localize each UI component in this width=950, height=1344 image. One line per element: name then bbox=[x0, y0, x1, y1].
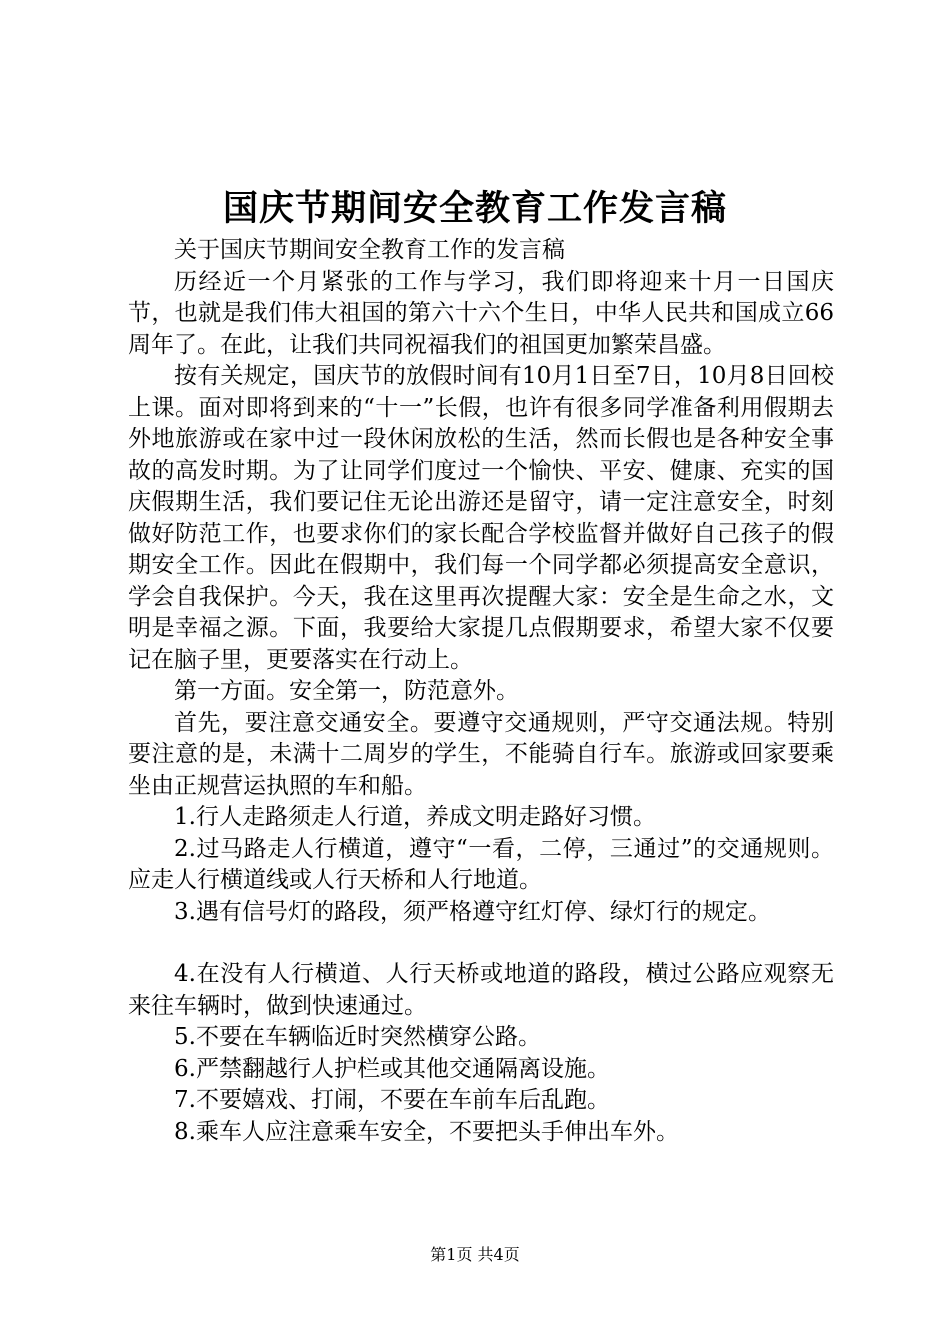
paragraph-intro: 历经近一个月紧张的工作与学习，我们即将迎来十月一日国庆节，也就是我们伟大祖国的第六十六个生日，中华人民共和国成立66周年了。在此，让我们共同祝福我们的祖国更加繁荣昌盛。 bbox=[128, 268, 834, 358]
paragraph-section-heading: 第一方面。安全第一，防范意外。 bbox=[174, 678, 519, 704]
list-item-7: 7.不要嬉戏、打闹，不要在车前车后乱跑。 bbox=[174, 1087, 610, 1113]
paragraph-traffic-safety: 首先，要注意交通安全。要遵守交通规则，严守交通法规。特别要注意的是，未满十二周岁的学生，不能骑自行车。旅游或回家要乘坐由正规营运执照的车和船。 bbox=[128, 709, 834, 799]
list-item-3: 3.遇有信号灯的路段，须严格遵守红灯停、绿灯行的规定。 bbox=[174, 898, 771, 925]
list-item-4: 4.在没有人行横道、人行天桥或地道的路段，横过公路应观察无来往车辆时，做到快速通过。 bbox=[128, 961, 834, 1019]
list-item-5: 5.不要在车辆临近时突然横穿公路。 bbox=[174, 1024, 541, 1050]
document-body bbox=[128, 235, 834, 1148]
list-item-6: 6.严禁翻越行人护栏或其他交通隔离设施。 bbox=[174, 1055, 610, 1082]
list-item-2: 2.过马路走人行横道，遵守“一看，二停，三通过”的交通规则。应走人行横道线或人行天桥和人行地道。 bbox=[128, 835, 834, 893]
page-footer: 第1页 共4页 bbox=[430, 1245, 520, 1264]
document-title: 国庆节期间安全教育工作发言稿 bbox=[222, 188, 727, 229]
paragraph-subtitle: 关于国庆节期间安全教育工作的发言稿 bbox=[174, 237, 565, 263]
paragraph-holiday-schedule: 按有关规定，国庆节的放假时间有10月1日至7日，10月8日回校上课。面对即将到来的“十一”长假，也许有很多同学准备利用假期去外地旅游或在家中过一段休闲放松的生活，然而长假也是各种安全事故的高发时期。为了让同学们度过一个愉快、平安、健康、充实的国庆假期生活，我们要记住无论出游还是留守，请一定注意安全，时刻做好防范工作，也要求你们的家长配合学校监督并做好自己孩子的假期安全工作。因此在假期中，我们每一个同学都必须提高安全意识，学会自我保护。今天，我在这里再次提醒大家：安全是生命之水，文明是幸福之源。下面，我要给大家提几点假期要求，希望大家不仅要记在脑子里，更要落实在行动上。 bbox=[128, 363, 834, 673]
list-item-1: 1.行人走路须走人行道，养成文明走路好习惯。 bbox=[174, 804, 656, 830]
list-item-8: 8.乘车人应注意乘车安全，不要把头手伸出车外。 bbox=[174, 1118, 679, 1145]
